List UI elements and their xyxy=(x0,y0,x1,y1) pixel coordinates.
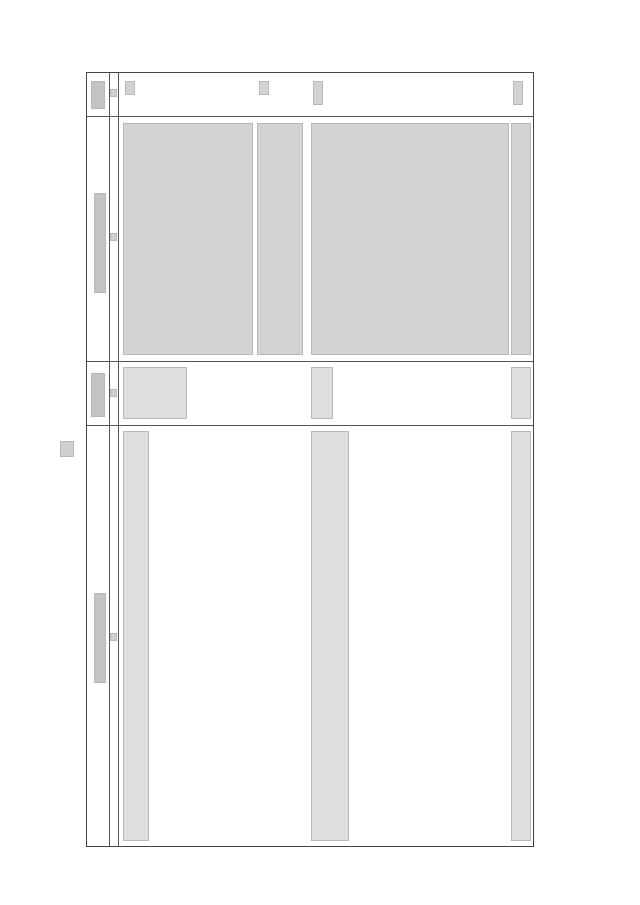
column-divider-2 xyxy=(87,361,533,362)
column-header-responsible-placeholder xyxy=(94,593,106,683)
row-1-number-placeholder xyxy=(125,81,135,95)
row-4-responsible-placeholder xyxy=(511,431,531,841)
column-index-2-placeholder xyxy=(110,233,117,241)
row-1-deadline-placeholder xyxy=(123,367,187,419)
row-3-number-placeholder xyxy=(313,81,323,105)
row-1-name-placeholder xyxy=(123,123,253,355)
column-index-4-placeholder xyxy=(110,633,117,641)
row-3-name-placeholder xyxy=(311,123,509,355)
column-header-name-placeholder xyxy=(94,193,106,293)
row-3-responsible-placeholder xyxy=(311,431,349,841)
row-4-number-placeholder xyxy=(513,81,523,105)
column-index-3-placeholder xyxy=(110,389,117,397)
column-index-1-placeholder xyxy=(110,89,117,97)
row-3-deadline-placeholder xyxy=(311,367,333,419)
row-4-deadline-placeholder xyxy=(511,367,531,419)
page-number-placeholder xyxy=(60,441,74,457)
column-header-deadline-placeholder xyxy=(91,373,105,417)
header-row-2-divider xyxy=(118,73,119,846)
row-2-number-placeholder xyxy=(259,81,269,95)
events-table xyxy=(86,72,534,847)
column-divider-3 xyxy=(87,425,533,426)
row-2-name-placeholder xyxy=(257,123,303,355)
column-header-number-placeholder xyxy=(91,81,105,109)
row-1-responsible-placeholder xyxy=(123,431,149,841)
row-4-name-placeholder xyxy=(511,123,531,355)
header-row-1-divider xyxy=(109,73,110,846)
column-divider-1 xyxy=(87,116,533,117)
